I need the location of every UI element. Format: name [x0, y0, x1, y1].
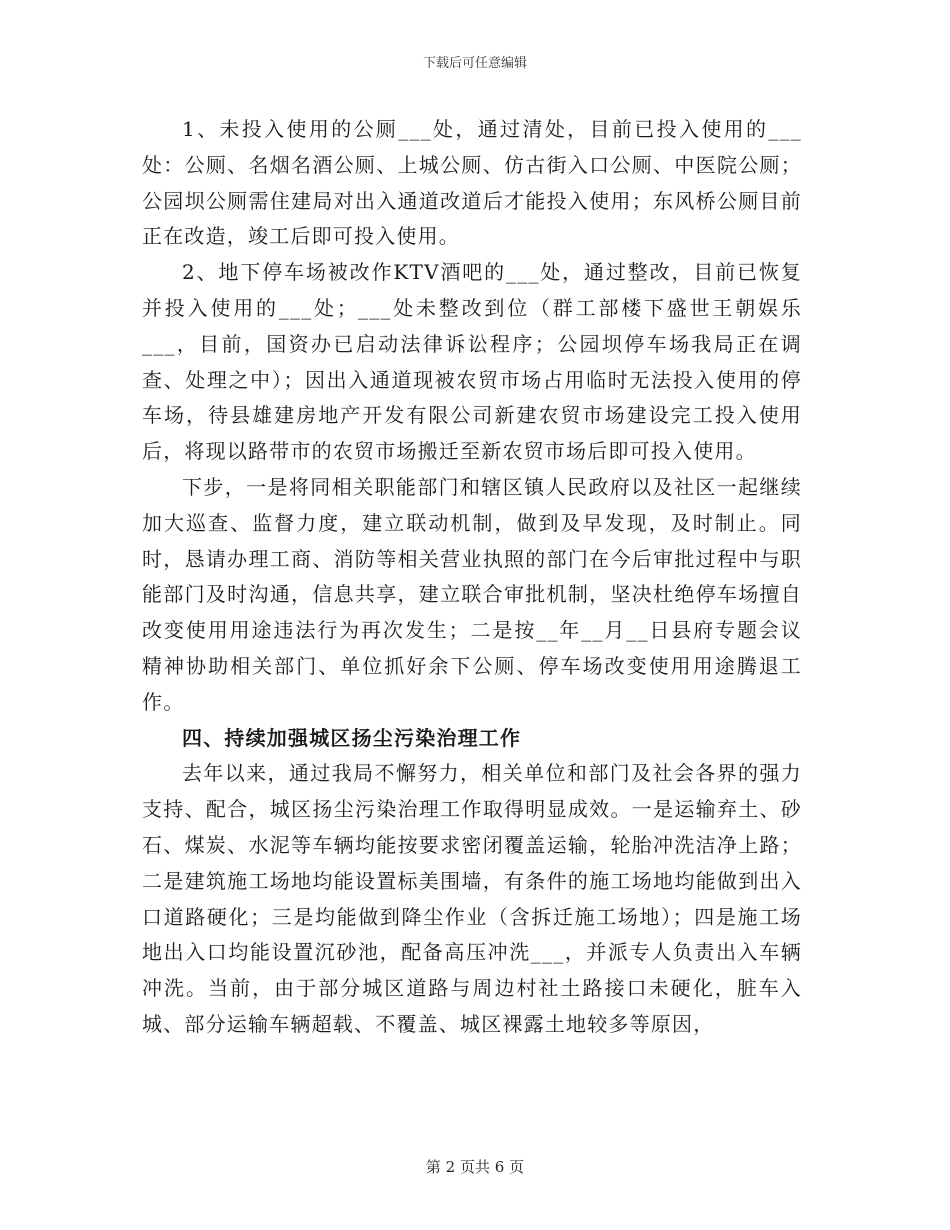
paragraph-underground-parking: 2、地下停车场被改作KTV酒吧的___处，通过整改，目前已恢复并投入使用的___处；___处未整改到位（群工部楼下盛世王朝娱乐___，目前，国资办已启动法律诉讼程序；公园坝停车场我局正在调查、处理之中）；因出入通道现被农贸市场占用临时无法投入使用的停车场，待县雄建房地产开发有限公司新建农贸市场建设完工投入使用后，将现以路带市的农贸市场搬迁至新农贸市场后即可投入使用。 [142, 260, 802, 464]
paragraph-dust-control: 去年以来，通过我局不懈努力，相关单位和部门及社会各界的强力支持、配合，城区扬尘污染治理工作取得明显成效。一是运输弃土、砂石、煤炭、水泥等车辆均能按要求密闭覆盖运输，轮胎冲洗洁净上路；二是建筑施工场地均能设置标美围墙，有条件的施工场地均能做到出入口道路硬化；三是均能做到降尘作业（含拆迁施工场地）；四是施工场地出入口均能设置沉砂池，配备高压冲洗___，并派专人负责出入车辆冲洗。当前，由于部分城区道路与周边村社土路接口未硬化，脏车入城、部分运输车辆超载、不覆盖、城区裸露土地较多等原因， [142, 761, 802, 1036]
paragraph-public-toilets: 1、未投入使用的公厕___处，通过清处，目前已投入使用的___处：公厕、名烟名酒公厕、上城公厕、仿古街入口公厕、中医院公厕；公园坝公厕需住建局对出入通道改道后才能投入使用；东风桥公厕目前正在改造，竣工后即可投入使用。 [142, 117, 802, 249]
section-heading: 四、持续加强城区扬尘污染治理工作 [182, 725, 522, 750]
page-header: 下载后可任意编辑 [422, 56, 527, 71]
paragraph-next-steps: 下步，一是将同相关职能部门和辖区镇人民政府以及社区一起继续加大巡查、监督力度，建立联动机制，做到及早发现，及时制止。同时，恳请办理工商、消防等相关营业执照的部门在今后审批过程中与职能部门及时沟通，信息共享，建立联合审批机制，坚决杜绝停车场擅自改变使用用途违法行为再次发生；二是按__年__月__日县府专题会议精神协助相关部门、单位抓好余下公厕、停车场改变使用用途腾退工作。 [142, 474, 802, 714]
page-footer: 第 2 页共 6 页 [425, 1158, 525, 1176]
document-body [142, 112, 802, 1043]
